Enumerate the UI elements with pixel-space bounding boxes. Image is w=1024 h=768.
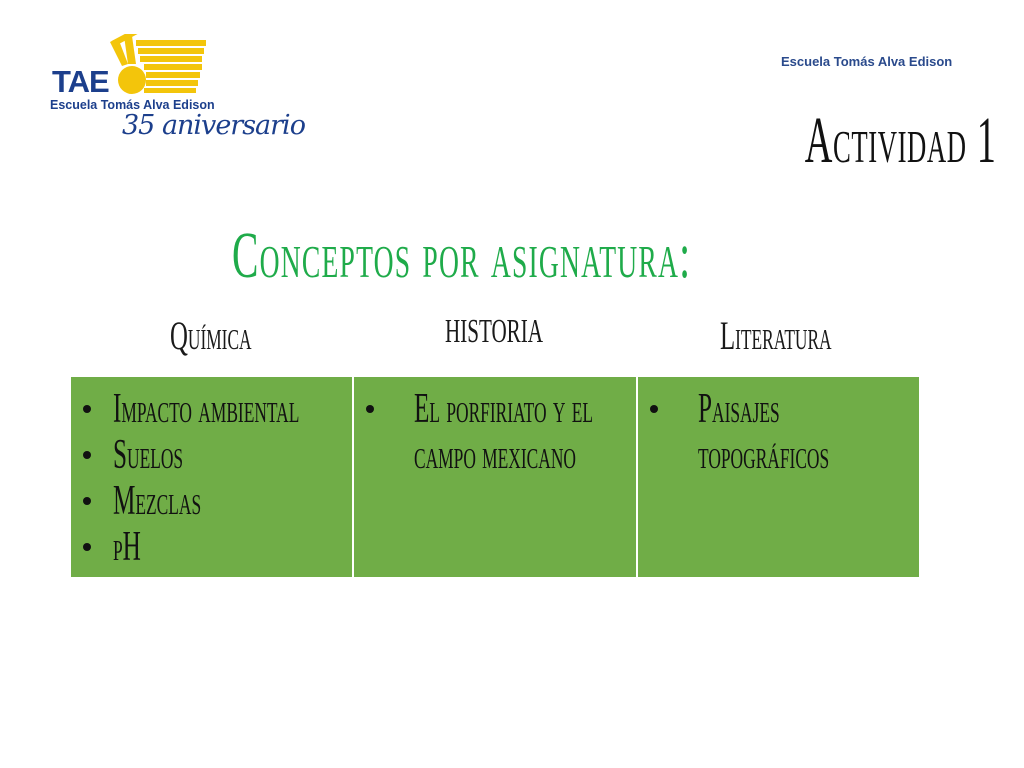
concepts-table <box>71 377 919 577</box>
column-header-historia: HISTORIA <box>445 313 543 350</box>
cell-literatura <box>638 377 919 577</box>
page-title: Conceptos por asignatura: <box>232 219 692 292</box>
bullet-icon <box>83 405 91 413</box>
cell-quimica <box>71 377 354 577</box>
list-item-text: Suelos <box>113 432 184 478</box>
list-item-text: Mezclas <box>113 478 202 524</box>
school-logo <box>44 34 314 164</box>
list-item-text: pH <box>113 524 141 570</box>
school-name: Escuela Tomás Alva Edison <box>781 54 953 69</box>
bullet-icon <box>83 451 91 459</box>
logo-school-name: Escuela Tomás Alva Edison <box>50 98 215 112</box>
list-item-text: Paisajes <box>697 386 780 432</box>
bullet-icon <box>83 497 91 505</box>
list-item-text: El porfiriato y el <box>414 386 594 432</box>
list-item-text: campo mexicano <box>414 432 577 478</box>
bullet-icon <box>366 405 374 413</box>
column-header-literatura: Literatura <box>720 313 832 358</box>
activity-title: Actividad 1 <box>804 104 996 177</box>
logo-letters: TAE <box>52 64 109 99</box>
logo-anniversary: 35 aniversario <box>122 110 305 141</box>
bullet-icon <box>83 543 91 551</box>
list-item-text: topográficos <box>697 432 829 478</box>
column-header-quimica: Química <box>170 313 252 358</box>
list-item-text: Impacto ambiental <box>113 386 300 432</box>
bullet-icon <box>650 405 658 413</box>
cell-historia <box>354 377 637 577</box>
